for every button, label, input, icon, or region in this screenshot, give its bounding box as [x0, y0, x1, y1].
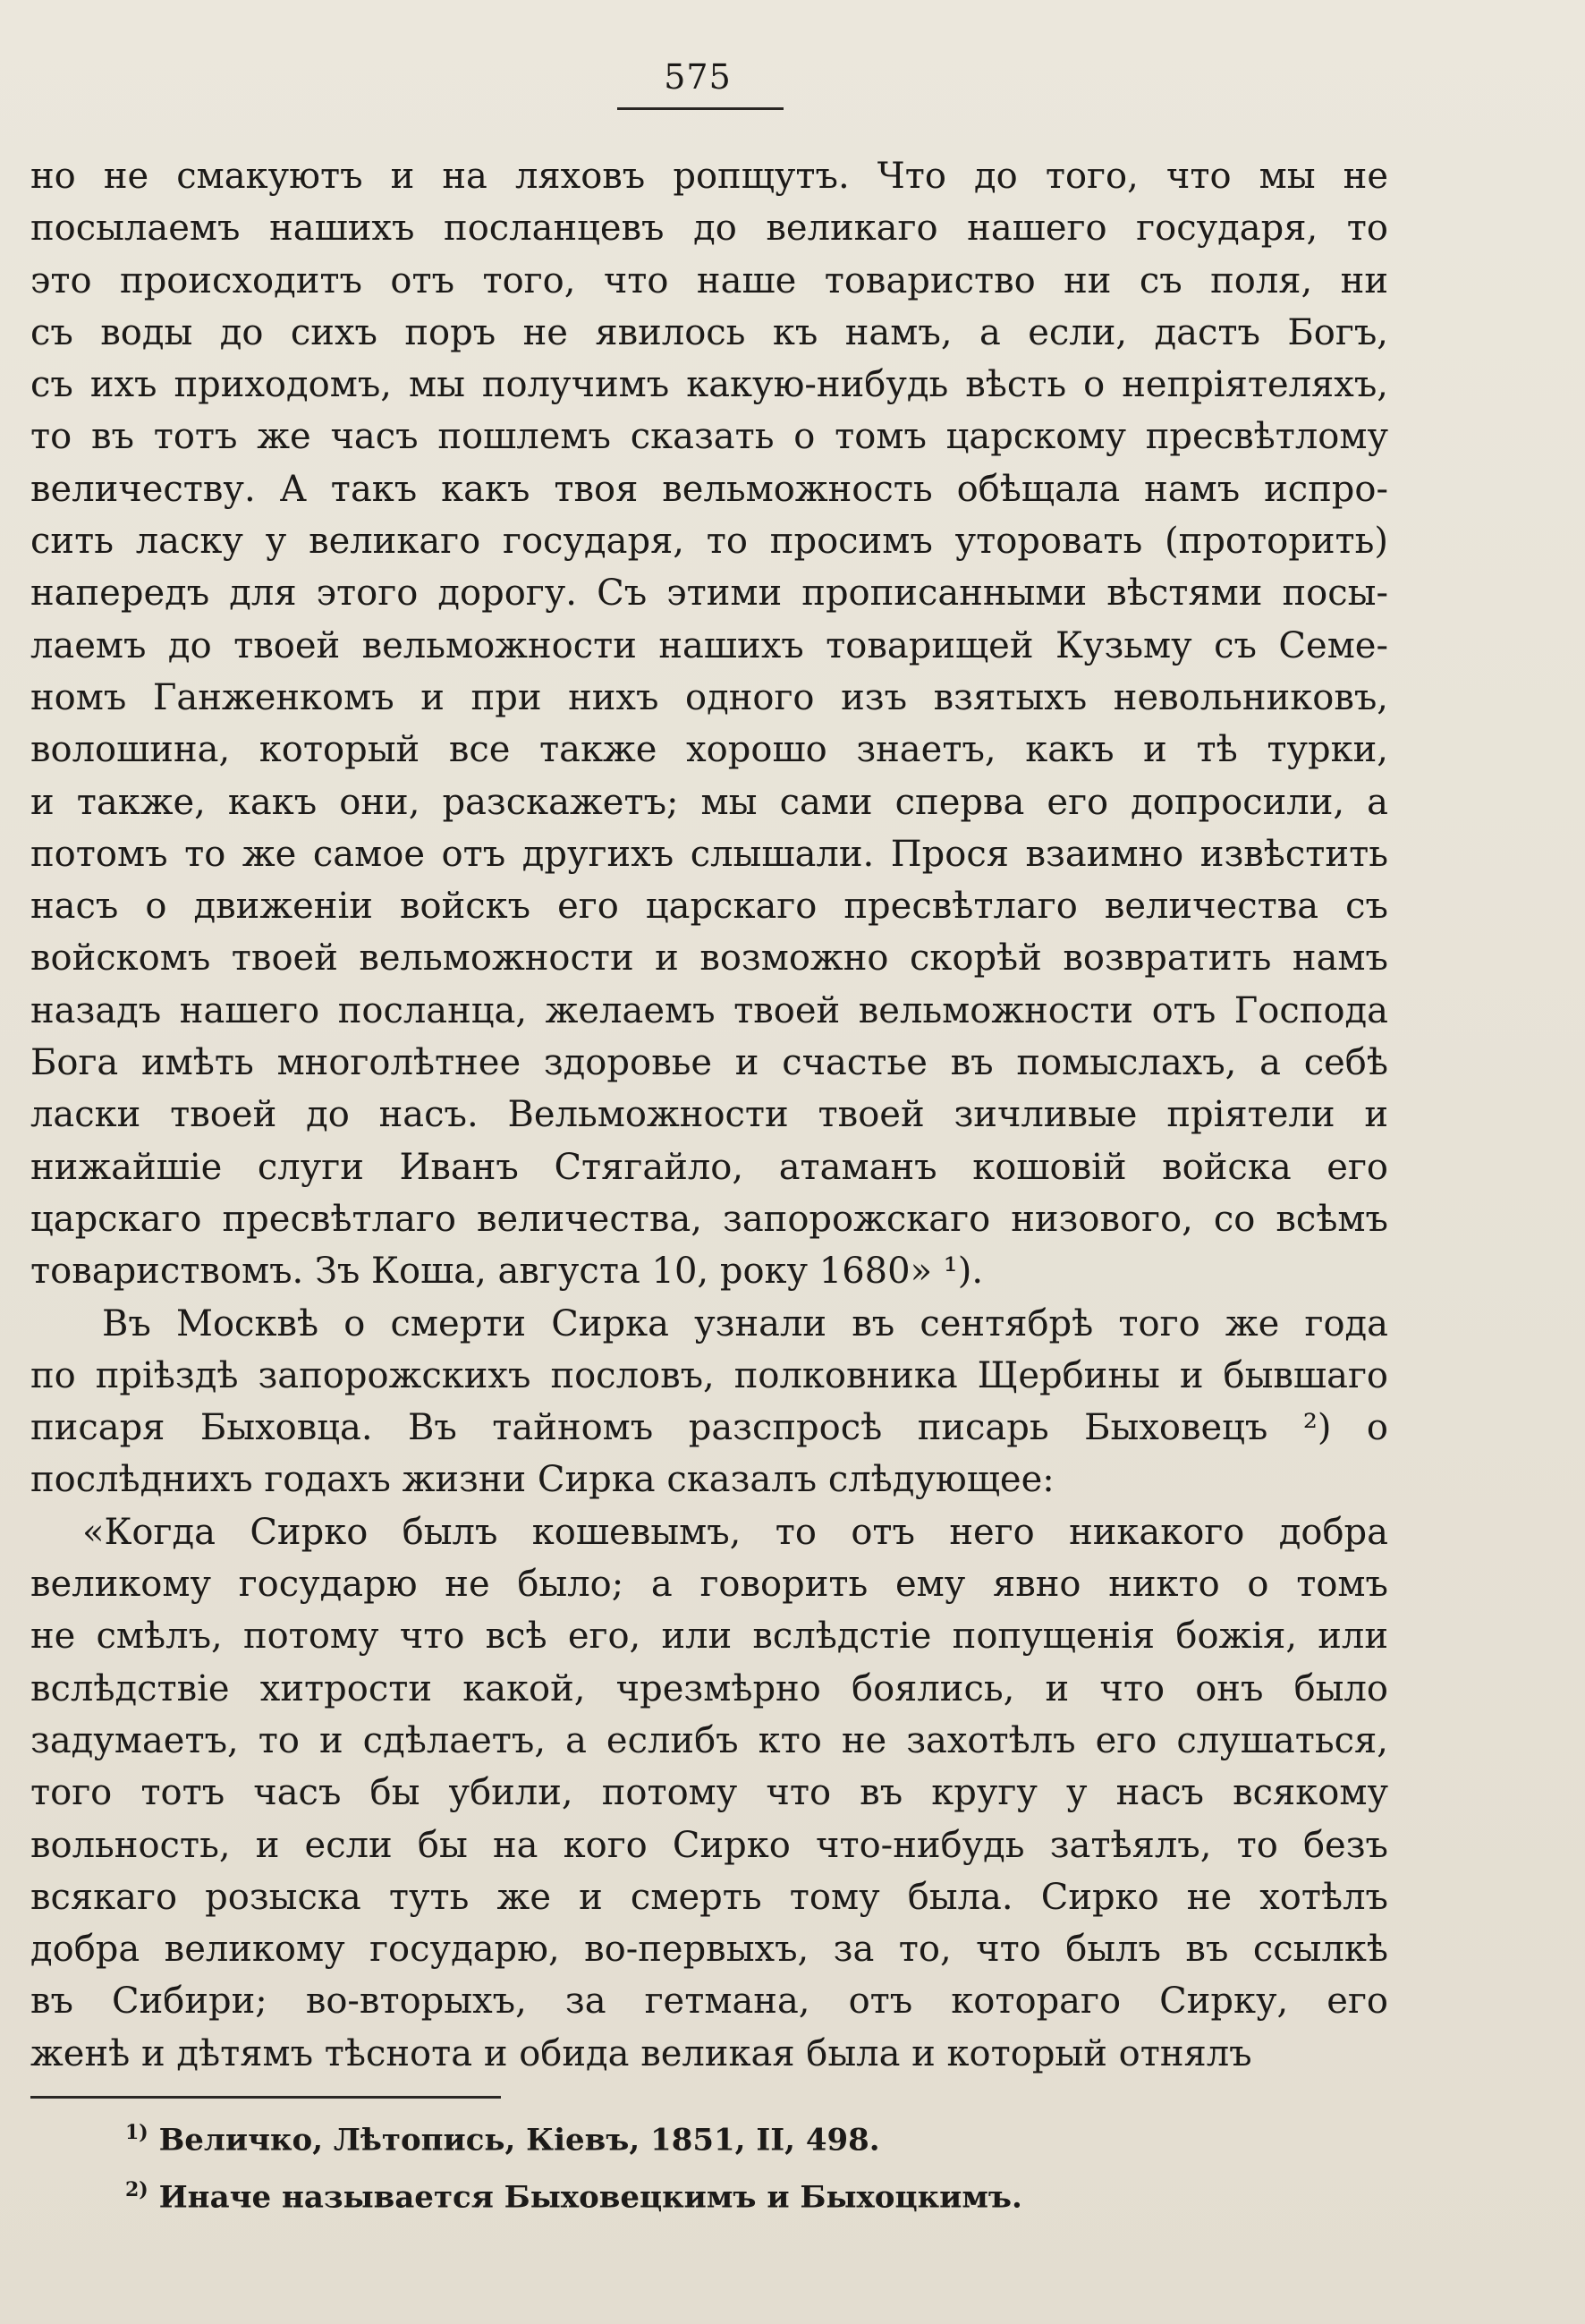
text-line: того тотъ часъ бы убили, потому что въ кругу у насъ всякому — [30, 1772, 1388, 1814]
text-line: это происходитъ отъ того, что наше товариство ни съ поля, ни — [30, 259, 1388, 301]
text-line: нижайшіе слуги Иванъ Стягайло, атаманъ кошовій войска его — [30, 1146, 1388, 1188]
text-line: не смѣлъ, потому что всѣ его, или вслѣдстіе попущенія божія, или — [30, 1616, 1388, 1658]
text-line: товариствомъ. Зъ Коша, августа 10, року 1680» ¹). — [30, 1251, 984, 1293]
text-line: въ Сибири; во-вторыхъ, за гетмана, отъ котораго Сирку, его — [30, 1980, 1388, 2023]
text-line: съ ихъ приходомъ, мы получимъ какую-нибудь вѣсть о непріятеляхъ, — [30, 364, 1388, 406]
page-number-rule — [617, 107, 784, 110]
text-line: ласки твоей до насъ. Вельможности твоей зичливые пріятели и — [30, 1094, 1388, 1136]
text-line: то въ тотъ же часъ пошлемъ сказать о томъ царскому пресвѣтлому — [30, 416, 1388, 458]
text-line: всякаго розыска туть же и смерть тому была. Сирко не хотѣлъ — [30, 1876, 1388, 1918]
text-line: номъ Ганженкомъ и при нихъ одного изъ взятыхъ невольниковъ, — [30, 676, 1388, 718]
text-line: но не смакуютъ и на ляховъ ропщутъ. Что до того, что мы не — [30, 156, 1388, 197]
footnote — [125, 2108, 1377, 2165]
footnote-text: Величко, Лѣтопись, Кіевъ, 1851, II, 498. — [158, 2122, 880, 2159]
text-line: сить ласку у великаго государя, то просимъ уторовать (проторить) — [30, 521, 1388, 563]
text-line: съ воды до сихъ поръ не явилось къ намъ, а если, дастъ Богъ, — [30, 311, 1388, 353]
text-line: Въ Москвѣ о смерти Сирка узнали въ сентябрѣ того же года — [102, 1302, 1388, 1344]
text-line: лаемъ до твоей вельможности нашихъ товарищей Кузьму съ Семе- — [30, 624, 1388, 666]
text-line: по пріѣздѣ запорожскихъ пословъ, полковника Щербины и бывшаго — [30, 1354, 1388, 1396]
text-line: напередъ для этого дорогу. Съ этими прописанными вѣстями посы- — [30, 573, 1388, 615]
text-line: вслѣдствіе хитрости какой, чрезмѣрно боялись, и что онъ было — [30, 1667, 1388, 1709]
footnote-mark: 2) — [125, 2178, 148, 2202]
text-line: задумаетъ, то и сдѣлаетъ, а еслибъ кто не захотѣлъ его слушаться, — [30, 1719, 1388, 1761]
text-line: посылаемъ нашихъ посланцевъ до великаго нашего государя, то — [30, 208, 1388, 250]
footnotes — [125, 2108, 1377, 2223]
footnote — [125, 2165, 1377, 2222]
text-line: великому государю не было; а говорить ему явно никто о томъ — [30, 1564, 1388, 1606]
footnote-mark: 1) — [125, 2121, 148, 2144]
text-line: писаря Быховца. Въ тайномъ разспросѣ писарь Быховецъ ²) о — [30, 1407, 1388, 1449]
text-line: величеству. А такъ какъ твоя вельможность обѣщала намъ испро- — [30, 468, 1388, 510]
body-text — [30, 150, 1388, 2080]
footnote-rule — [30, 2096, 501, 2099]
text-line: Бога имѣть многолѣтнее здоровье и счастье въ помыслахъ, а себѣ — [30, 1042, 1388, 1084]
text-line: потомъ то же самое отъ другихъ слышали. Прося взаимно извѣстить — [30, 833, 1388, 875]
text-line: войскомъ твоей вельможности и возможно скорѣй возвратить намъ — [30, 937, 1388, 980]
text-line: назадъ нашего посланца, желаемъ твоей вельможности отъ Господа — [30, 989, 1388, 1031]
page-number: 575 — [664, 57, 732, 97]
text-line: и также, какъ они, разскажетъ; мы сами сперва его допросили, а — [30, 781, 1388, 823]
text-line: женѣ и дѣтямъ тѣснота и обида великая была и который отнялъ — [30, 2032, 1252, 2074]
text-line: добра великому государю, во-первыхъ, за то, что былъ въ ссылкѣ — [30, 1929, 1388, 1971]
footnote-text: Иначе называется Быховецкимъ и Быхоцкимъ. — [158, 2179, 1022, 2216]
text-line: «Когда Сирко былъ кошевымъ, то отъ него никакого добра — [82, 1511, 1388, 1553]
text-line: волошина, который все также хорошо знаетъ, какъ и тѣ турки, — [30, 729, 1388, 771]
text-line: послѣднихъ годахъ жизни Сирка сказалъ слѣдующее: — [30, 1459, 1055, 1501]
text-line: царскаго пресвѣтлаго величества, запорожскаго низового, со всѣмъ — [30, 1198, 1388, 1240]
text-line: насъ о движеніи войскъ его царскаго пресвѣтлаго величества съ — [30, 886, 1388, 928]
text-line: вольность, и если бы на кого Сирко что-нибудь затѣялъ, то безъ — [30, 1824, 1388, 1866]
